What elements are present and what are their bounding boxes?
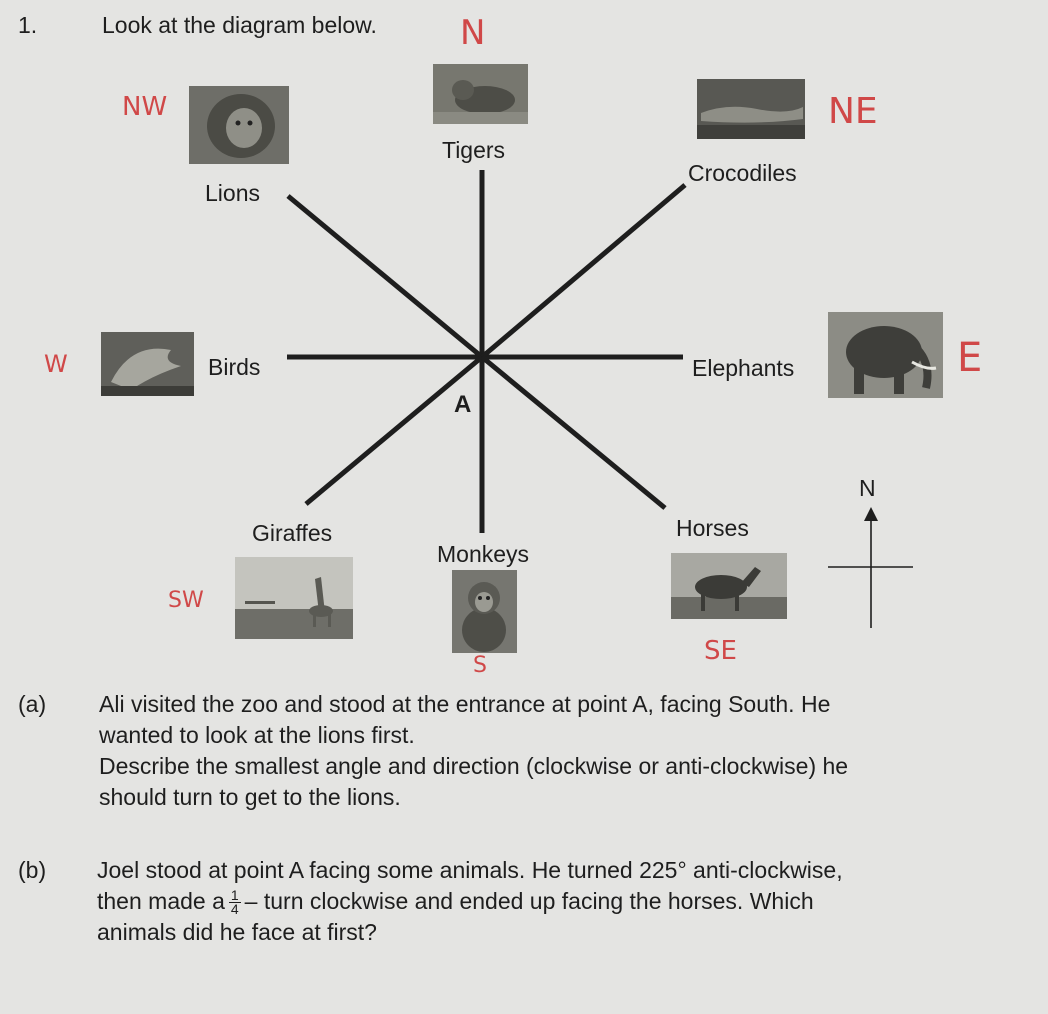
compass-arrow <box>864 507 878 521</box>
tiger-photo <box>433 64 528 124</box>
handwritten-sw: SW <box>168 588 204 613</box>
question-intro: Look at the diagram below. <box>102 12 377 38</box>
label-horses: Horses <box>676 515 749 541</box>
giraffe-photo <box>235 557 353 639</box>
fraction-denominator: 4 <box>230 901 239 918</box>
part-b-line <box>97 886 843 917</box>
part-a-line: wanted to look at the lions first. <box>99 722 415 748</box>
label-monkeys: Monkeys <box>437 541 530 567</box>
handwritten-n: N <box>460 13 486 53</box>
part-a-line: Describe the smallest angle and direction (clockwise or anti-clockwise) he <box>99 753 849 779</box>
fraction-numerator: 1 <box>230 887 239 904</box>
label-lions: Lions <box>205 180 260 206</box>
part-b-line2-before: then made a <box>97 888 225 914</box>
label-giraffes: Giraffes <box>252 520 333 546</box>
part-a-line: Ali visited the zoo and stood at the entrance at point A, facing South. He <box>99 691 831 717</box>
label-elephants: Elephants <box>692 355 795 381</box>
line-southeast <box>482 357 665 508</box>
handwritten-ne: NE <box>828 91 878 132</box>
line-southwest <box>306 357 482 504</box>
compass-rose <box>828 520 913 628</box>
quarter-fraction <box>229 889 241 916</box>
line-northwest <box>288 196 482 357</box>
label-crocodiles: Crocodiles <box>688 160 797 186</box>
horse-photo <box>671 553 787 619</box>
part-b-line: Joel stood at point A facing some animals. He turned 225° anti-clockwise, <box>97 857 843 883</box>
part-b-line2-after: – turn clockwise and ended up facing the horses. Which <box>244 888 814 914</box>
part-a-line: should turn to get to the lions. <box>99 784 401 810</box>
question-number: 1. <box>18 12 38 38</box>
handwritten-se: SE <box>704 636 737 666</box>
bird-photo <box>101 332 194 396</box>
part-a-label: (a) <box>18 691 47 717</box>
part-a-text <box>99 689 848 813</box>
part-b-label: (b) <box>18 857 47 883</box>
handwritten-w: W <box>44 350 68 378</box>
line-northeast <box>482 185 685 357</box>
monkey-photo <box>452 570 517 653</box>
part-b-line: animals did he face at first? <box>97 919 377 945</box>
crocodile-photo <box>697 79 805 139</box>
elephant-photo <box>828 312 943 398</box>
label-tigers: Tigers <box>442 137 506 163</box>
handwritten-e: E <box>957 335 983 381</box>
part-b-text <box>97 855 843 948</box>
handwritten-s: S <box>473 653 487 678</box>
lion-photo <box>189 86 289 164</box>
label-point-a: A <box>454 391 472 418</box>
handwritten-nw: NW <box>122 92 168 122</box>
compass-north-label: N <box>859 475 876 501</box>
label-birds: Birds <box>208 354 261 380</box>
